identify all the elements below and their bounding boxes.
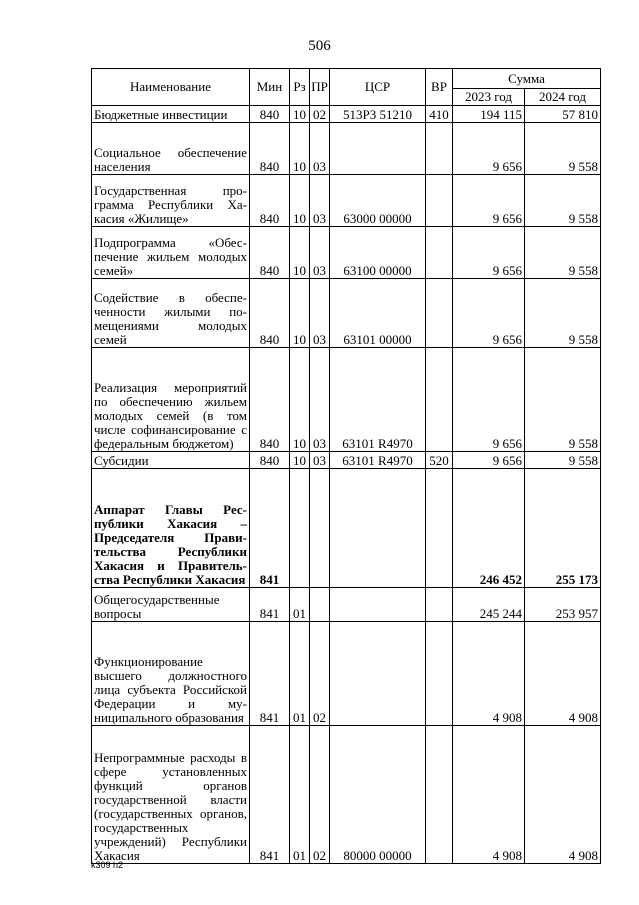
table-row [92, 175, 601, 227]
header-vr: ВР [426, 69, 453, 106]
row-pr-cell [310, 588, 330, 622]
row-sum-2023-cell: 9 656 [453, 123, 525, 175]
header-name: Наименование [92, 69, 250, 106]
table-row [92, 726, 601, 864]
header-rz: Рз [290, 69, 310, 106]
row-pr-cell: 03 [310, 348, 330, 452]
row-sum-2023-cell: 9 656 [453, 348, 525, 452]
row-sum-2023-cell: 245 244 [453, 588, 525, 622]
header-year-2023: 2023 год [453, 89, 525, 106]
table-row [92, 452, 601, 469]
row-pr-cell: 03 [310, 175, 330, 227]
row-rz-cell: 01 [290, 622, 310, 726]
row-vr-cell [426, 622, 453, 726]
table-row [92, 279, 601, 348]
row-name-cell: Социальное обеспечение населения [92, 123, 250, 175]
row-min-cell: 840 [250, 348, 290, 452]
row-rz-cell: 10 [290, 106, 310, 123]
row-min-cell: 840 [250, 452, 290, 469]
row-pr-cell [310, 469, 330, 588]
row-rz-cell: 10 [290, 227, 310, 279]
row-sum-2023-cell: 9 656 [453, 227, 525, 279]
footer-code: k309 h2 [91, 860, 124, 870]
row-min-cell: 840 [250, 227, 290, 279]
row-sum-2024-cell: 9 558 [525, 123, 601, 175]
row-sum-2024-cell: 57 810 [525, 106, 601, 123]
row-sum-2023-cell: 4 908 [453, 726, 525, 864]
row-name-cell: Содействие в обеспеченности жилыми помещениями молодых семей [92, 279, 250, 348]
row-min-cell: 840 [250, 106, 290, 123]
row-pr-cell: 03 [310, 452, 330, 469]
row-name-cell: Непрограммные расходы в сфере установленных функций органов государственной власти (государственных органов, государственных учреждений) Республики Хакасия [92, 726, 250, 864]
table-row [92, 469, 601, 588]
row-name-cell: Общегосударственные вопросы [92, 588, 250, 622]
row-name-cell: Бюджетные инвестиции [92, 106, 250, 123]
row-sum-2024-cell: 255 173 [525, 469, 601, 588]
row-sum-2024-cell: 4 908 [525, 622, 601, 726]
row-vr-cell [426, 123, 453, 175]
row-vr-cell: 410 [426, 106, 453, 123]
table-row [92, 106, 601, 123]
header-pr: ПР [310, 69, 330, 106]
table-row [92, 227, 601, 279]
row-sum-2024-cell: 4 908 [525, 726, 601, 864]
row-sum-2023-cell: 246 452 [453, 469, 525, 588]
row-sum-2024-cell: 9 558 [525, 175, 601, 227]
header-sum: Сумма [453, 69, 601, 89]
header-min: Мин [250, 69, 290, 106]
table-row [92, 622, 601, 726]
page-number: 506 [308, 38, 331, 54]
row-pr-cell: 02 [310, 106, 330, 123]
row-csr-cell: 63101 R4970 [330, 348, 426, 452]
row-rz-cell: 10 [290, 175, 310, 227]
row-sum-2023-cell: 9 656 [453, 452, 525, 469]
row-name-cell: Подпрограмма «Обеспечение жильем молодых семей» [92, 227, 250, 279]
row-rz-cell: 01 [290, 726, 310, 864]
header-year-2024: 2024 год [525, 89, 601, 106]
row-name-cell: Аппарат Главы Республики Хакасия – Председателя Правительства Республики Хакасия и Правительства Республики Хакасия [92, 469, 250, 588]
row-csr-cell [330, 123, 426, 175]
row-rz-cell: 01 [290, 588, 310, 622]
row-vr-cell [426, 175, 453, 227]
row-min-cell: 840 [250, 175, 290, 227]
row-vr-cell [426, 588, 453, 622]
row-sum-2023-cell: 9 656 [453, 175, 525, 227]
row-rz-cell: 10 [290, 348, 310, 452]
row-vr-cell [426, 469, 453, 588]
row-csr-cell [330, 588, 426, 622]
row-min-cell: 841 [250, 726, 290, 864]
row-pr-cell: 03 [310, 123, 330, 175]
row-csr-cell: 63101 00000 [330, 279, 426, 348]
row-sum-2024-cell: 9 558 [525, 348, 601, 452]
row-name-cell: Реализация мероприятий по обеспечению жильем молодых семей (в том числе софинансирование с федеральным бюджетом) [92, 348, 250, 452]
row-rz-cell: 10 [290, 452, 310, 469]
table-row [92, 123, 601, 175]
row-csr-cell: 63000 00000 [330, 175, 426, 227]
row-csr-cell [330, 469, 426, 588]
row-name-cell: Субсидии [92, 452, 250, 469]
budget-table [91, 68, 601, 864]
row-sum-2023-cell: 4 908 [453, 622, 525, 726]
row-vr-cell: 520 [426, 452, 453, 469]
row-pr-cell: 02 [310, 726, 330, 864]
row-csr-cell: 63100 00000 [330, 227, 426, 279]
row-rz-cell: 10 [290, 123, 310, 175]
row-pr-cell: 03 [310, 227, 330, 279]
row-min-cell: 840 [250, 123, 290, 175]
row-rz-cell [290, 469, 310, 588]
row-rz-cell: 10 [290, 279, 310, 348]
row-csr-cell [330, 622, 426, 726]
row-csr-cell: 63101 R4970 [330, 452, 426, 469]
row-pr-cell: 03 [310, 279, 330, 348]
row-csr-cell: 513Р3 51210 [330, 106, 426, 123]
row-sum-2023-cell: 9 656 [453, 279, 525, 348]
table-row [92, 588, 601, 622]
row-vr-cell [426, 279, 453, 348]
row-name-cell: Функционирование высшего должностного лица субъекта Российской Федерации и муниципального образования [92, 622, 250, 726]
row-min-cell: 841 [250, 588, 290, 622]
row-vr-cell [426, 227, 453, 279]
table-row [92, 348, 601, 452]
row-pr-cell: 02 [310, 622, 330, 726]
row-min-cell: 841 [250, 469, 290, 588]
row-sum-2024-cell: 253 957 [525, 588, 601, 622]
header-csr: ЦСР [330, 69, 426, 106]
row-min-cell: 841 [250, 622, 290, 726]
row-csr-cell: 80000 00000 [330, 726, 426, 864]
row-vr-cell [426, 726, 453, 864]
row-name-cell: Государственная программа Республики Хакасия «Жилище» [92, 175, 250, 227]
row-sum-2023-cell: 194 115 [453, 106, 525, 123]
row-sum-2024-cell: 9 558 [525, 452, 601, 469]
row-min-cell: 840 [250, 279, 290, 348]
row-sum-2024-cell: 9 558 [525, 279, 601, 348]
row-vr-cell [426, 348, 453, 452]
row-sum-2024-cell: 9 558 [525, 227, 601, 279]
